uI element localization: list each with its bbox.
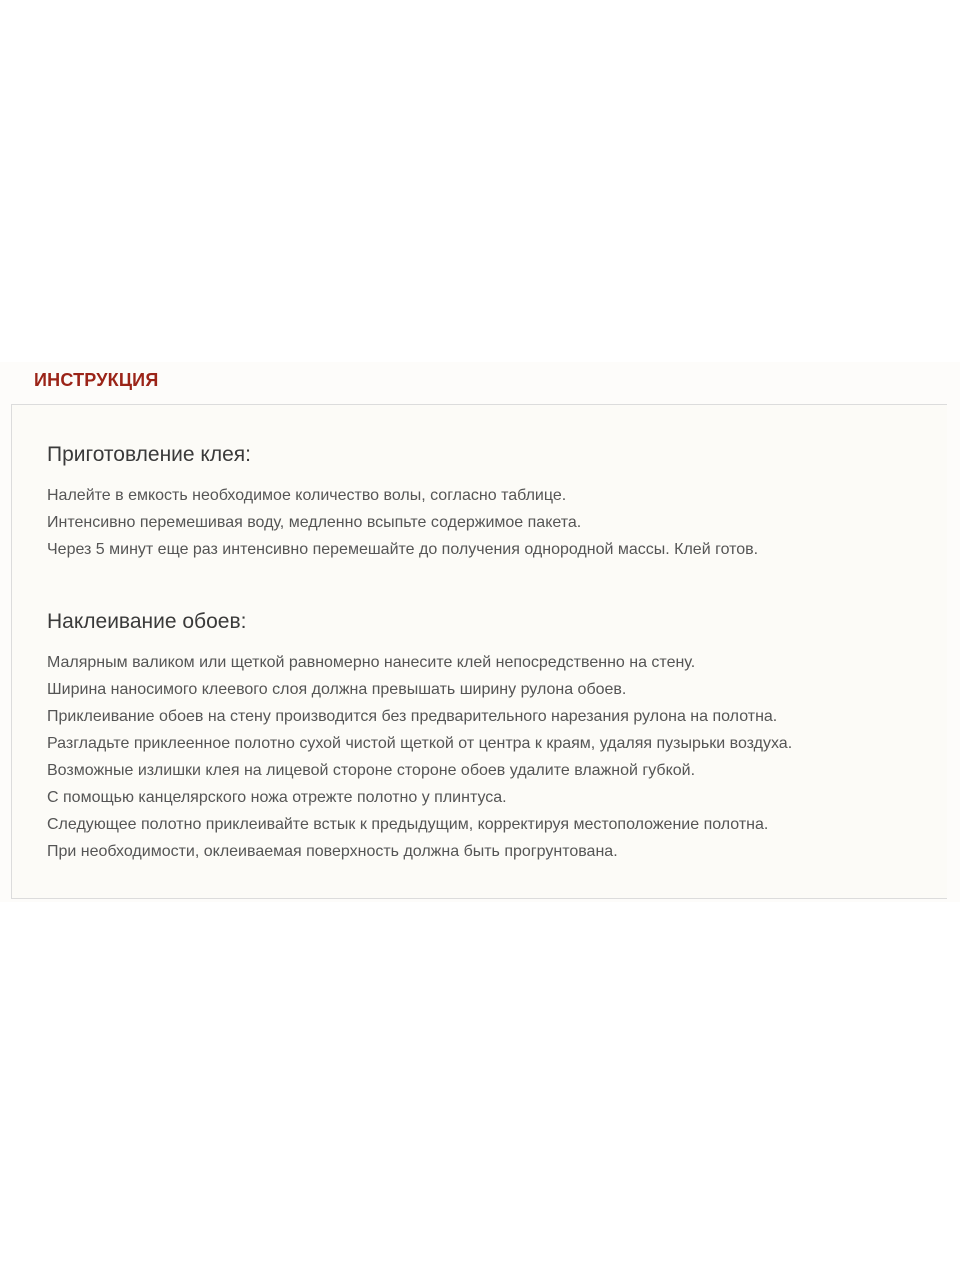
glue-preparation-heading: Приготовление клея: xyxy=(47,443,251,466)
wallpaper-application-block xyxy=(47,609,937,865)
wallpaper-application-line: С помощью канцелярского ножа отрежте полотно у плинтуса. xyxy=(47,789,507,806)
wallpaper-application-line: Ширина наносимого клеевого слоя должна превышать ширину рулона обоев. xyxy=(47,681,627,698)
glue-preparation-line: Налейте в емкость необходимое количество волы, согласно таблице. xyxy=(47,487,567,504)
wallpaper-application-line: Следующее полотно приклеивайте встык к предыдущим, корректируя местоположение полотна. xyxy=(47,816,769,833)
glue-preparation-line: Интенсивно перемешивая воду, медленно всыпьте содержимое пакета. xyxy=(47,514,582,531)
wallpaper-application-line: Возможные излишки клея на лицевой стороне стороне обоев удалите влажной губкой. xyxy=(47,762,696,779)
wallpaper-application-heading: Наклеивание обоев: xyxy=(47,610,247,633)
glue-preparation-line: Через 5 минут еще раз интенсивно перемешайте до получения однородной массы. Клей готов. xyxy=(47,541,759,558)
instruction-panel xyxy=(11,404,947,899)
wallpaper-application-line: Разгладьте приклеенное полотно сухой чистой щеткой от центра к краям, удаляя пузырьки воздуха. xyxy=(47,735,793,752)
wallpaper-application-line: При необходимости, оклеиваемая поверхность должна быть прогрунтована. xyxy=(47,843,618,860)
wallpaper-application-line: Малярным валиком или щеткой равномерно нанесите клей непосредственно на стену. xyxy=(47,654,696,671)
section-title: ИНСТРУКЦИЯ xyxy=(34,370,159,390)
wallpaper-application-line: Приклеивание обоев на стену производится без предварительного нарезания рулона на полотна. xyxy=(47,708,778,725)
glue-preparation-block xyxy=(47,442,937,563)
